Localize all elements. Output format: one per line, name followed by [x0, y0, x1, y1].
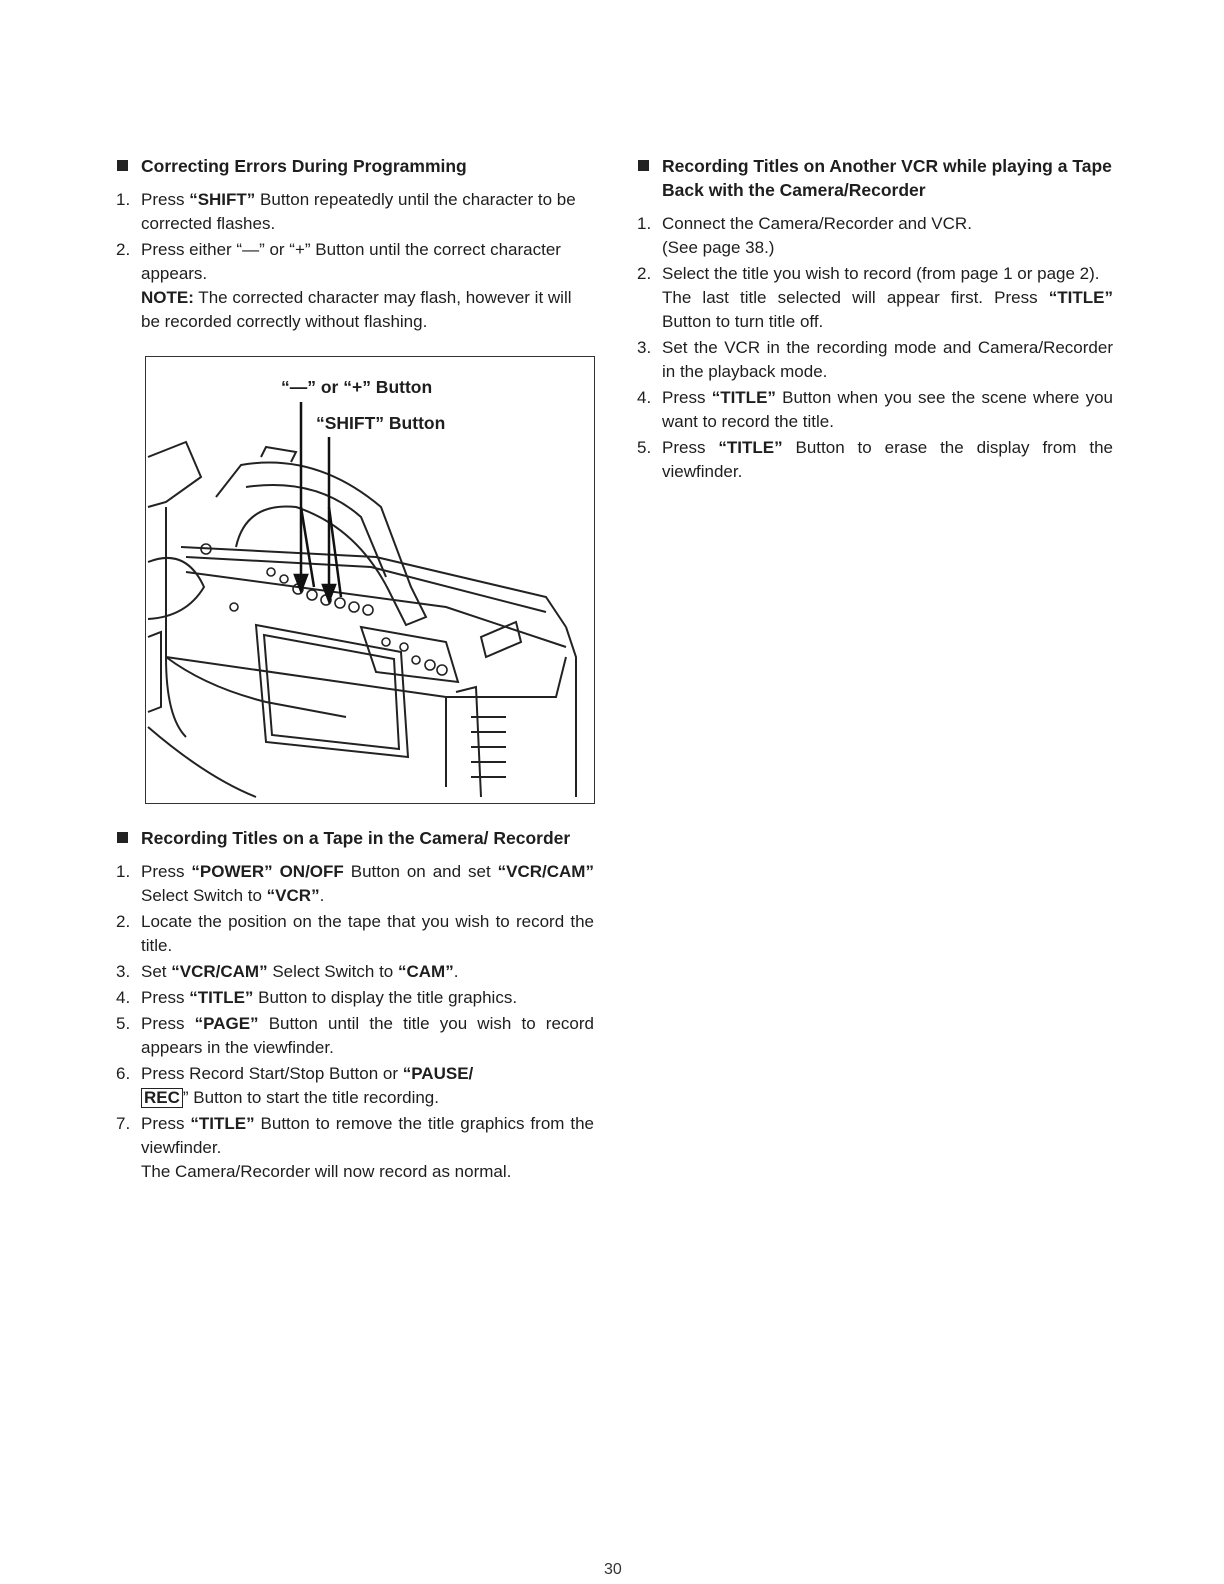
minus-plus-button-label: “—” or “+” Button	[281, 377, 433, 397]
right-column	[637, 154, 1113, 486]
list-item: 2. Press either “—” or “+” Button until the correct character appears. NOTE: The corrected character may flash, however it will be recorded correctly without flashing.	[116, 240, 572, 331]
list-item: 6. Press Record Start/Stop Button or “PAUSE/ REC ” Button to start the title recording.	[116, 1064, 474, 1107]
recording-camera-steps	[116, 860, 594, 1184]
note-text: The corrected character may flash, however it will be recorded correctly without flashing.	[141, 288, 572, 331]
recording-another-vcr-steps	[637, 212, 1113, 484]
list-item: 5. Press “TITLE” Button to erase the display from the viewfinder.	[637, 438, 1113, 481]
list-item: 2. Locate the position on the tape that you wish to record the title.	[116, 912, 594, 955]
list-item: 5. Press “PAGE” Button until the title you wish to record appears in the viewfinder.	[116, 1014, 594, 1057]
list-item: 4. Press “TITLE” Button when you see the scene where you want to record the title.	[637, 388, 1113, 431]
list-item: 3. Set the VCR in the recording mode and Camera/Recorder in the playback mode.	[637, 338, 1113, 381]
page-number: 30	[604, 1561, 622, 1578]
section-heading-correcting-errors: Correcting Errors During Programming	[116, 154, 594, 178]
list-item: 1. Connect the Camera/Recorder and VCR. (See page 38.)	[637, 214, 972, 257]
square-bullet-icon	[638, 160, 649, 171]
list-item: 7. Press “TITLE” Button to remove the title graphics from the viewfinder. The Camera/Recorder will now record as normal.	[116, 1114, 594, 1181]
list-item: 3. Set “VCR/CAM” Select Switch to “CAM”.	[116, 962, 459, 981]
square-bullet-icon	[117, 832, 128, 843]
correcting-errors-steps	[116, 188, 594, 334]
list-item: 4. Press “TITLE” Button to display the title graphics.	[116, 988, 518, 1007]
note-label: NOTE:	[141, 288, 194, 307]
rec-boxed-label: REC	[141, 1088, 183, 1108]
section-heading-recording-camera: Recording Titles on a Tape in the Camera/ Recorder	[116, 826, 594, 850]
square-bullet-icon	[117, 160, 128, 171]
list-item: 1. Press “SHIFT” Button repeatedly until the character to be corrected flashes.	[116, 190, 576, 233]
camcorder-illustration	[145, 356, 595, 804]
section-heading-recording-another-vcr: Recording Titles on Another VCR while playing a Tape Back with the Camera/Recorder	[637, 154, 1113, 202]
list-item: 1. Press “POWER” ON/OFF Button on and set “VCR/CAM” Select Switch to “VCR”.	[116, 862, 594, 905]
list-item: 2. Select the title you wish to record (from page 1 or page 2). The last title selected will appear first. Press “TITLE” Button to turn title off.	[637, 264, 1113, 331]
left-column	[116, 154, 594, 1186]
shift-button-label: “SHIFT” Button	[316, 413, 446, 433]
